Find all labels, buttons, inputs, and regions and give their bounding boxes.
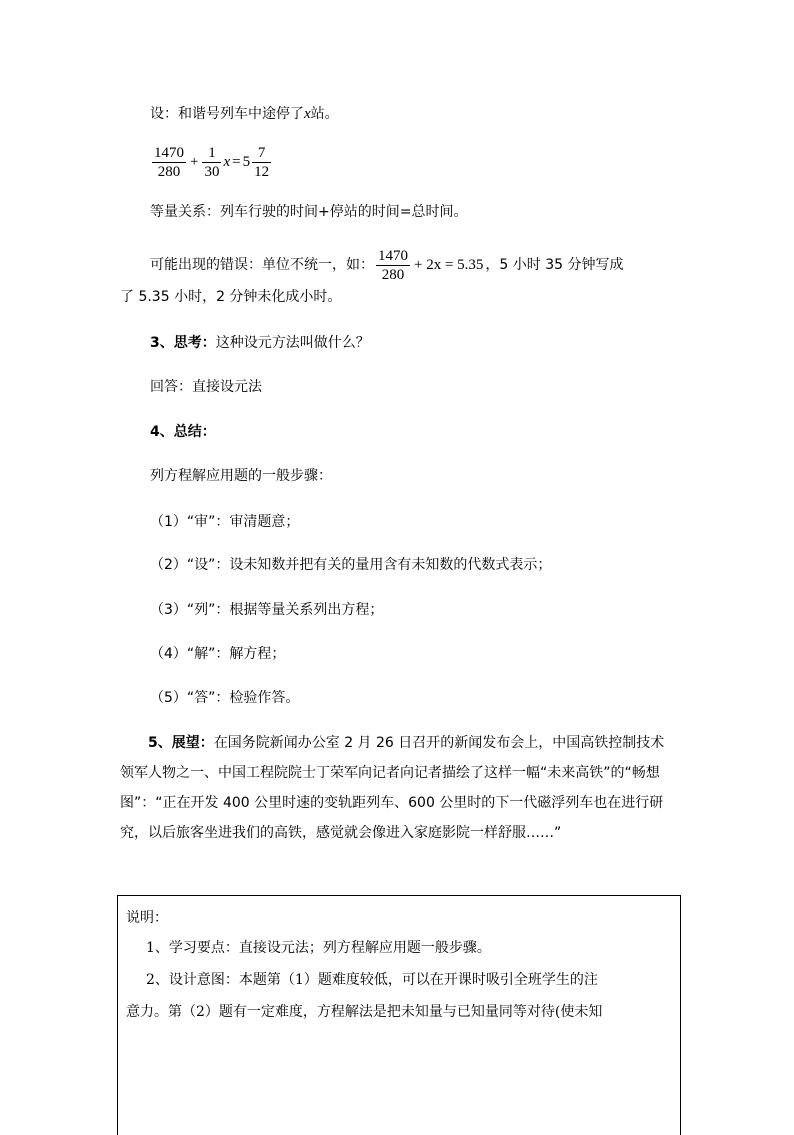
step-item: （5）“答”：检验作答。 xyxy=(150,690,300,706)
error-line-1 xyxy=(150,245,624,285)
let-statement xyxy=(150,104,339,124)
error-line1-end: ，5 小时 35 分钟写成 xyxy=(485,257,624,273)
step-item: （2）“设”：设未知数并把有关的量用含有未知数的代数式表示； xyxy=(150,557,552,573)
numerator: 1470 xyxy=(378,247,408,264)
outlook-label: 5、展望： xyxy=(148,735,214,751)
equal-relation: 等量关系：列车行驶的时间+停站的时间=总时间。 xyxy=(150,204,468,220)
numerator: 7 xyxy=(252,144,271,163)
plus-sign: + xyxy=(190,154,199,170)
steps-intro: 列方程解应用题的一般步骤： xyxy=(150,468,332,484)
error-equation-rest: + 2x = 5.35 xyxy=(414,257,484,273)
mixed-whole: 5 xyxy=(242,154,251,170)
step-item: （3）“列”：根据等量关系列出方程； xyxy=(150,602,384,618)
think-text: 这种设元方法叫做什么？ xyxy=(215,335,370,351)
variable-x: x xyxy=(304,106,311,122)
summary-label: 4、总结： xyxy=(150,424,216,440)
notes-title: 说明： xyxy=(126,910,168,926)
variable-x: x xyxy=(223,154,231,170)
numerator: 1 xyxy=(202,144,221,163)
notes-box xyxy=(117,895,681,1135)
fraction-1470-280 xyxy=(152,144,186,181)
fraction-1-30 xyxy=(202,144,221,181)
notes-line-3: 意力。第（2）题有一定难度，方程解法是把未知量与已知量同等对待(使未知 xyxy=(126,1004,603,1020)
error-line-2: 了 5.35 小时，2 分钟未化成小时。 xyxy=(120,289,342,305)
denominator: 280 xyxy=(157,163,181,180)
notes-line-1: 1、学习要点：直接设元法；列方程解应用题一般步骤。 xyxy=(146,940,491,956)
error-prefix: 可能出现的错误：单位不统一，如： xyxy=(150,257,374,273)
answer-line: 回答：直接设元法 xyxy=(150,379,262,395)
equals-sign: = xyxy=(232,154,241,170)
let-suffix: 站。 xyxy=(310,106,339,122)
denominator: 30 xyxy=(204,163,220,180)
outlook-paragraph xyxy=(120,728,675,848)
step-item: （4）“解”：解方程； xyxy=(150,646,286,662)
outlook-text: 在国务院新闻办公室 2 月 26 日召开的新闻发布会上，中国高铁控制技术领军人物之一、中国工程院院士丁荣军向记者向记者描绘了这样一幅“未来高铁”的“畅想图”：“正在开发 400 公里时速的变轨距列车、600 公里时的下一代磁浮列车也在进行研究，以后旅客坐进我们的高铁，感觉就会像进入家庭影院一样舒服……” xyxy=(120,735,665,841)
denominator: 280 xyxy=(381,266,405,283)
step-item: （1）“审”：审清题意； xyxy=(150,514,300,530)
numerator: 1470 xyxy=(154,144,184,161)
fraction-1470-280 xyxy=(376,247,410,284)
notes-line-2: 2、设计意图：本题第（1）题难度较低，可以在开课时吸引全班学生的注 xyxy=(146,972,598,988)
denominator: 12 xyxy=(254,163,270,180)
equation-main xyxy=(150,142,273,182)
think-question xyxy=(150,333,370,353)
fraction-7-12 xyxy=(252,144,271,181)
let-prefix: 设：和谐号列车中途停了 xyxy=(150,106,304,122)
think-label: 3、思考： xyxy=(150,335,216,351)
